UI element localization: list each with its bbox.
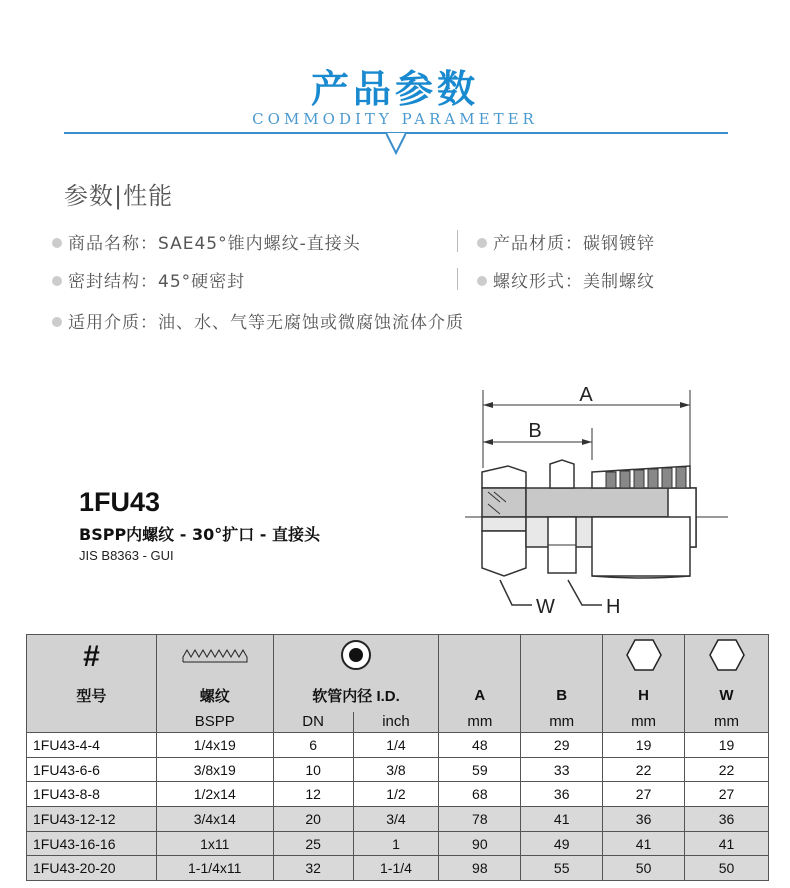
spec-thread-form: 螺纹形式：美制螺纹 bbox=[477, 267, 655, 292]
chevron-down-icon bbox=[386, 132, 406, 156]
spec-material: 产品材质：碳钢镀锌 bbox=[477, 229, 655, 254]
fitting-drawing bbox=[460, 380, 730, 625]
hose-icon-cell bbox=[273, 635, 439, 679]
hex-icon-cell bbox=[603, 635, 685, 679]
unit-dn: DN bbox=[273, 712, 353, 733]
bullet-icon bbox=[52, 238, 62, 248]
thread-icon bbox=[182, 646, 248, 664]
spec-seal: 密封结构：45°硬密封 bbox=[52, 267, 245, 292]
unit-inch: inch bbox=[353, 712, 439, 733]
table-row: 1FU43-6-6 3/8x19 10 3/8 59 33 22 22 bbox=[27, 757, 769, 782]
hex-h-icon bbox=[625, 638, 663, 672]
bullet-icon bbox=[52, 276, 62, 286]
spec-table bbox=[26, 634, 769, 881]
product-description: BSPP内螺纹 - 30°扩口 - 直接头 bbox=[79, 525, 321, 544]
col-header-thread: 螺纹 bbox=[156, 679, 273, 712]
dim-b-label: B bbox=[528, 420, 542, 442]
dim-a-label: A bbox=[579, 384, 593, 406]
hash-header: # bbox=[27, 635, 157, 679]
spec-media: 适用介质：油、水、气等无腐蚀或微腐蚀流体介质 bbox=[52, 308, 464, 333]
col-header-hose-id: 软管内径 I.D. bbox=[273, 679, 439, 712]
hose-section-icon bbox=[340, 639, 372, 671]
hex-icon-cell bbox=[685, 635, 769, 679]
page-subtitle: COMMODITY PARAMETER bbox=[252, 110, 538, 128]
product-model: 1FU43 bbox=[79, 487, 161, 517]
col-header-a: A bbox=[439, 679, 521, 712]
table-row: 1FU43-4-4 1/4x19 6 1/4 48 29 19 19 bbox=[27, 733, 769, 758]
unit-b: mm bbox=[521, 712, 603, 733]
section-title: 参数|性能 bbox=[64, 182, 174, 210]
spec-separator bbox=[457, 268, 458, 290]
dim-h-label: H bbox=[606, 596, 621, 618]
spec-separator bbox=[457, 230, 458, 252]
unit-a: mm bbox=[439, 712, 521, 733]
table-row: 1FU43-8-8 1/2x14 12 1/2 68 36 27 27 bbox=[27, 782, 769, 807]
unit-thread: BSPP bbox=[156, 712, 273, 733]
page-title: 产品参数 bbox=[310, 67, 479, 111]
bullet-icon bbox=[477, 276, 487, 286]
col-header-model: 型号 bbox=[27, 679, 157, 712]
col-header-h: H bbox=[603, 679, 685, 712]
col-header-b: B bbox=[521, 679, 603, 712]
dim-w-label: W bbox=[536, 596, 555, 618]
bullet-icon bbox=[52, 317, 62, 327]
bullet-icon bbox=[477, 238, 487, 248]
table-row: 1FU43-12-12 3/4x14 20 3/4 78 41 36 36 bbox=[27, 807, 769, 832]
col-header-w: W bbox=[685, 679, 769, 712]
hex-w-icon bbox=[708, 638, 746, 672]
product-standard: JIS B8363 - GUI bbox=[79, 548, 174, 563]
table-row: 1FU43-20-20 1-1/4x11 32 1-1/4 98 55 50 50 bbox=[27, 856, 769, 881]
table-row: 1FU43-16-16 1x11 25 1 90 49 41 41 bbox=[27, 831, 769, 856]
unit-h: mm bbox=[603, 712, 685, 733]
spec-product-name: 商品名称：SAE45°锥内螺纹-直接头 bbox=[52, 229, 361, 254]
unit-w: mm bbox=[685, 712, 769, 733]
thread-icon-cell bbox=[156, 635, 273, 679]
